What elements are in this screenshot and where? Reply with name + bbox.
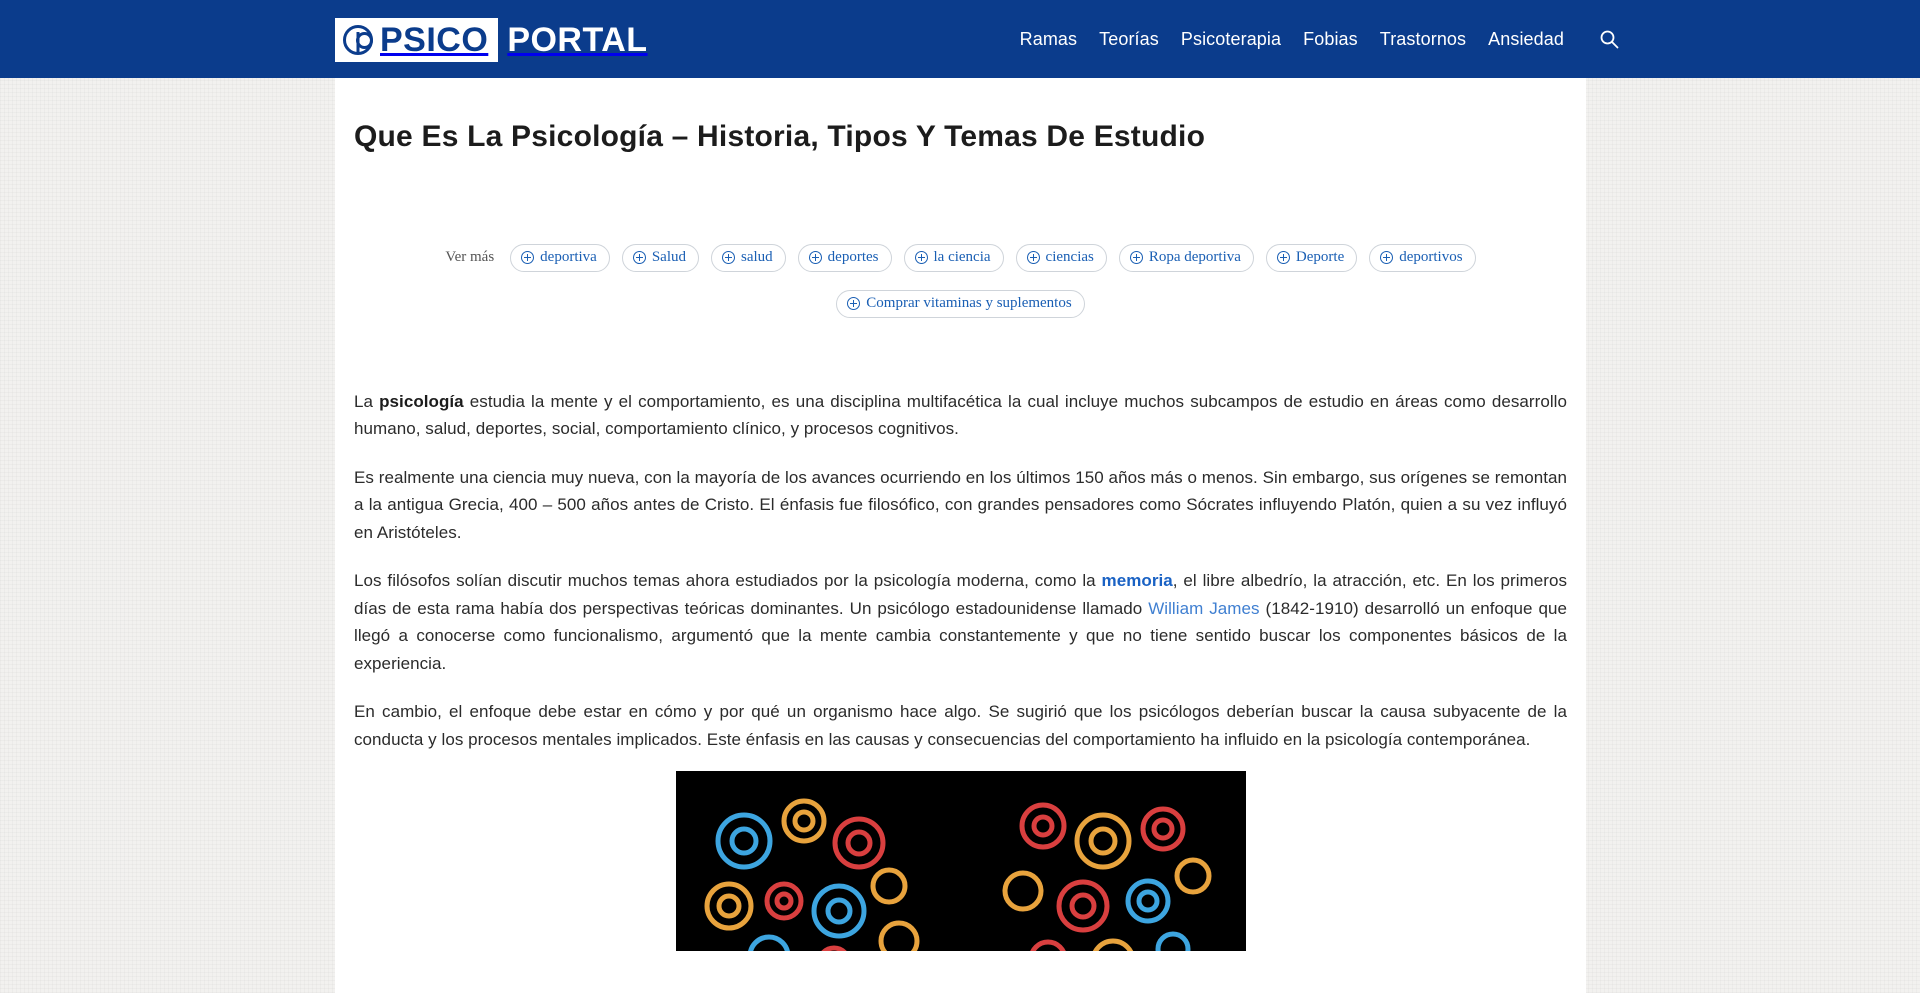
related-chip-label: deportiva bbox=[540, 248, 597, 265]
plus-circle-icon bbox=[633, 251, 646, 264]
main-navigation bbox=[1020, 0, 1620, 78]
related-chip[interactable] bbox=[904, 244, 1004, 272]
related-chip[interactable] bbox=[1016, 244, 1107, 272]
text-run: La bbox=[354, 391, 380, 411]
related-chip-label: Ropa deportiva bbox=[1148, 248, 1241, 265]
related-chip-label: Comprar vitaminas y suplementos bbox=[866, 294, 1072, 311]
plus-circle-icon bbox=[1380, 251, 1393, 264]
related-chip[interactable] bbox=[1119, 244, 1254, 272]
plus-circle-icon bbox=[915, 251, 928, 264]
article-figure bbox=[676, 771, 1246, 951]
text-run: , el libre albedrío, la atracción, etc. En los primeros días de esta rama había dos perspectivas teóricas dominantes. Un psicólogo estadounidense llamado bbox=[354, 571, 1568, 618]
related-chip[interactable] bbox=[1266, 244, 1357, 272]
logo-box bbox=[335, 18, 648, 62]
related-chip[interactable] bbox=[798, 244, 892, 272]
figure-brain-left bbox=[684, 781, 954, 951]
paragraph-3 bbox=[354, 567, 1567, 677]
related-searches bbox=[354, 244, 1567, 318]
logo-text-secondary: PORTAL bbox=[507, 20, 648, 59]
nav-item-ramas[interactable]: Ramas bbox=[1019, 28, 1078, 49]
text-run: Los filósofos solían discutir muchos temas ahora estudiados por la psicología moderna, como la bbox=[354, 571, 1102, 591]
text-run: estudia la mente y el comportamiento, es una disciplina multifacética la cual incluye muchos subcampos de estudio en áreas como desarrollo humano, salud, deportes, social, comportamiento clínico, y procesos cognitivos. bbox=[354, 391, 1567, 439]
site-logo[interactable] bbox=[335, 18, 648, 62]
plus-circle-icon bbox=[1027, 251, 1040, 264]
text-run: En cambio, el enfoque debe estar en cómo y por qué un organismo hace algo. Se sugirió que los psicólogos deberían buscar la causa subyacente de la conducta y los procesos mentales implicados. Este énfasis en las causas y consecuencias del comportamiento ha influido en la psicología contemporánea. bbox=[354, 702, 1567, 749]
related-chip-label: ciencias bbox=[1045, 248, 1094, 265]
inline-link-memoria[interactable]: memoria bbox=[1101, 571, 1173, 591]
nav-item-fobias[interactable]: Fobias bbox=[1303, 28, 1358, 49]
nav-item-teorias[interactable]: Teorías bbox=[1099, 28, 1159, 49]
figure-brain-right bbox=[968, 781, 1238, 951]
brain-circle-icon bbox=[343, 25, 373, 55]
logo-psico-block bbox=[335, 18, 498, 62]
plus-circle-icon bbox=[1130, 251, 1143, 264]
plus-circle-icon bbox=[809, 251, 822, 264]
related-chip-label: la ciencia bbox=[933, 248, 991, 265]
related-chip-label: deportivos bbox=[1399, 248, 1463, 265]
related-chip-label: Deporte bbox=[1295, 248, 1345, 265]
article-body bbox=[354, 388, 1567, 754]
related-chips-row-2 bbox=[394, 290, 1527, 318]
related-chip[interactable] bbox=[622, 244, 699, 272]
plus-circle-icon bbox=[722, 251, 735, 264]
text-run: Es realmente una ciencia muy nueva, con la mayoría de los avances ocurriendo en los últimos 150 años más o menos. Sin embargo, sus orígenes se remontan a la antigua Grecia, 400 – 500 años antes de Cristo. El énfasis fue filosófico, con grandes pensadores como Sócrates influyendo Platón, quien a su vez influyó en Aristóteles. bbox=[354, 467, 1567, 542]
page-title: Que Es La Psicología – Historia, Tipos Y Temas De Estudio bbox=[354, 120, 1206, 153]
article bbox=[335, 78, 1586, 951]
site-header bbox=[0, 0, 1920, 78]
plus-circle-icon bbox=[847, 297, 860, 310]
related-chip-label: Salud bbox=[651, 248, 686, 265]
plus-circle-icon bbox=[521, 251, 534, 264]
text-run-bold: psicología bbox=[379, 391, 464, 411]
content-sheet bbox=[335, 78, 1586, 993]
page-canvas bbox=[0, 78, 1920, 993]
plus-circle-icon bbox=[1277, 251, 1290, 264]
paragraph-2 bbox=[354, 464, 1567, 547]
related-chip-label: deportes bbox=[827, 248, 879, 265]
related-chip[interactable] bbox=[836, 290, 1084, 318]
logo-text-primary: PSICO bbox=[380, 20, 489, 59]
paragraph-1 bbox=[354, 388, 1567, 443]
related-chip[interactable] bbox=[510, 244, 610, 272]
nav-item-psicoterapia[interactable]: Psicoterapia bbox=[1180, 28, 1282, 49]
text-run: (1842-1910) desarrolló un enfoque que llegó a conocerse como funcionalismo, argumentó que la mente cambia constantemente y que no tiene sentido buscar los componentes básicos de la experiencia. bbox=[354, 598, 1567, 673]
related-chip[interactable] bbox=[711, 244, 786, 272]
nav-item-trastornos[interactable]: Trastornos bbox=[1379, 28, 1467, 49]
related-chip-label: salud bbox=[741, 248, 773, 265]
inline-link-william-james[interactable]: William James bbox=[1148, 598, 1260, 618]
paragraph-4 bbox=[354, 698, 1567, 753]
search-icon[interactable] bbox=[1598, 28, 1620, 50]
nav-item-ansiedad[interactable]: Ansiedad bbox=[1488, 28, 1564, 49]
related-chip[interactable] bbox=[1369, 244, 1475, 272]
related-searches-label: Ver más bbox=[445, 249, 495, 265]
